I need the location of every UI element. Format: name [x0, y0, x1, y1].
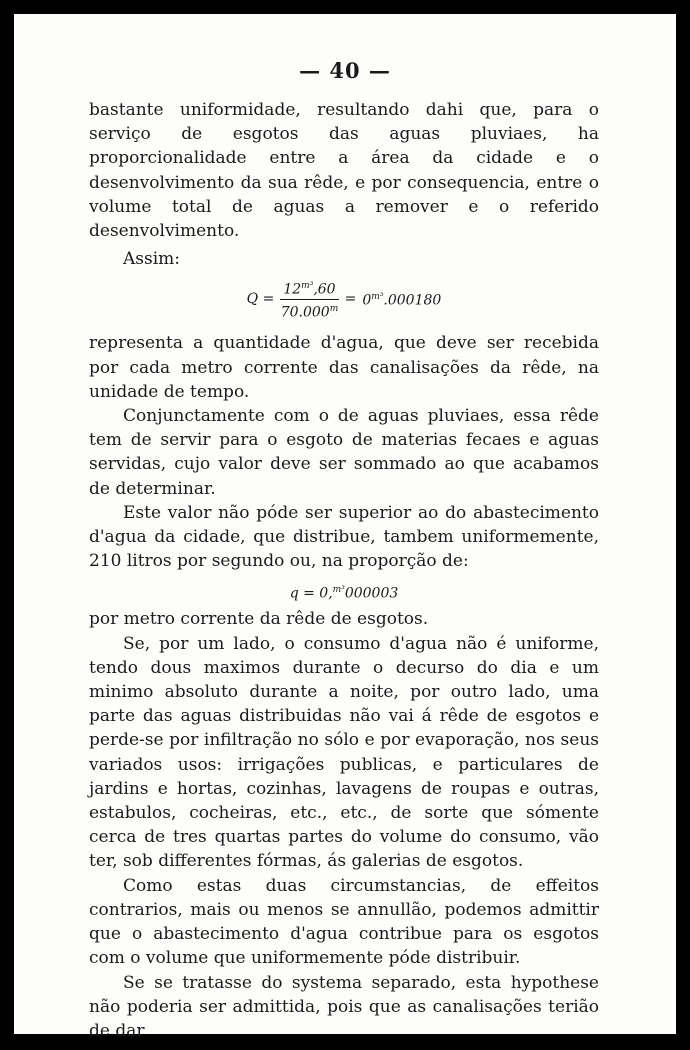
- formula2-lhs: q = 0,: [289, 586, 333, 603]
- paragraph-4: Este valor não póde ser superior ao do abastecimento d'agua da cidade, que distribue, tambem uniformemente, 210 litros por segundo ou, na proporção de:: [89, 502, 599, 572]
- formula2-unit: m³: [332, 585, 345, 596]
- formula-supply-per-metre: [89, 577, 599, 603]
- formula2-value: 000003: [344, 586, 399, 603]
- paragraph-assim: Assim:: [123, 249, 181, 270]
- paragraph-6: Se, por um lado, o consumo d'agua não é uniforme, tendo dous maximos durante o decurso do dia e um minimo absoluto durante a noite, por outro lado, uma parte das aguas distribuidas não vai á rêde de esgotos e perde-se por infiltração no sólo e por evaporação, nos seus variados usos: irrigações publicas, e particulares de jardins e hortas, cozinhas, lavagens de roupas e outras, estabulos, cocheiras, etc., etc., de sorte que sómente cerca de tres quartas partes do volume do consumo, vão ter, sob differentes fórmas, ás galerias de esgotos.: [89, 633, 599, 872]
- formula1-result: [362, 285, 441, 313]
- paragraph-5: por metro corrente da rêde de esgotos.: [89, 609, 429, 630]
- formula1-equals: =: [344, 291, 357, 308]
- formula1-denominator: [281, 300, 339, 322]
- formula1-result-unit: m³: [371, 292, 384, 303]
- body-text: [89, 98, 599, 1043]
- paragraph-8: Se se tratasse do systema separado, esta hypothese não poderia ser admittida, pois que as canalisações terião de dar: [89, 972, 599, 1041]
- formula1-result-prefix: 0: [362, 293, 372, 310]
- paragraph-3: Conjunctamente com o de aguas pluviaes, essa rêde tem de servir para o esgoto de materias fecaes e aguas servidas, cujo valor deve ser sommado ao que acabamos de determinar.: [89, 406, 599, 499]
- formula1-fraction: [280, 277, 338, 321]
- formula1-result-value: .000180: [383, 293, 442, 310]
- formula1-den-unit: m: [329, 303, 339, 314]
- formula1-num-value: 12: [283, 281, 302, 298]
- page-number: — 40 —: [299, 58, 391, 83]
- paragraph-1: bastante uniformidade, resultando dahi que, para o serviço de esgotos das aguas pluviaes, ha proporcionalidade entre a área da cidade e o desenvolvimento da sua rêde, e por consequencia, entre o volume total de aguas a remover e o referido desenvolvimento.: [89, 100, 599, 242]
- formula1-num-unit: m³: [301, 281, 314, 292]
- document-page: [14, 14, 676, 1041]
- formula1-num-decimal: ,60: [313, 281, 336, 298]
- formula1-den-value: 70.000: [280, 304, 330, 321]
- paragraph-2: representa a quantidade d'agua, que deve ser recebida por cada metro corrente das canalisações da rêde, na unidade de tempo.: [89, 333, 599, 402]
- formula1-lhs: Q =: [246, 291, 275, 308]
- formula1-numerator: [280, 277, 338, 300]
- formula-flow-per-metre: [89, 273, 599, 325]
- paragraph-7: Como estas duas circumstancias, de effeitos contrarios, mais ou menos se annullão, podemos admittir que o abastecimento d'agua contribue para os esgotos com o volume que uniformemente póde distribuir.: [89, 875, 599, 969]
